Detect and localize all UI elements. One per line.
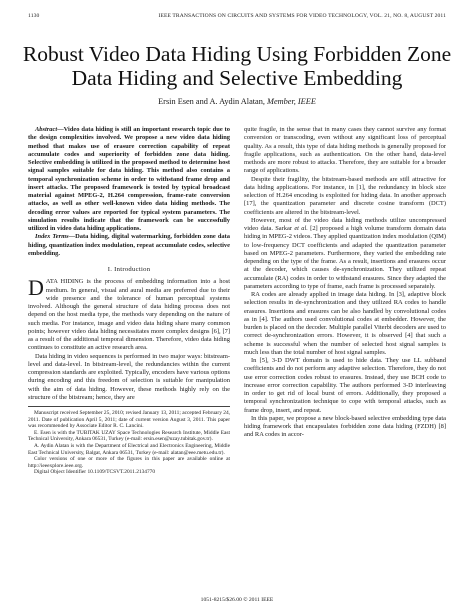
title-line-2: Data Hiding and Selective Embedding [71,66,403,90]
section-heading: I. Introduction [107,266,151,273]
right-column [244,126,446,440]
abstract-text: —Video data hiding is still an important research topic due to the design complexities involved. We propose a new video data hiding method that makes use of erasure correction capability of repeat accumulate codes and superiority of forbidden zone data hiding. Selective embedding is utilized in the proposed method to determine host signal samples suitable for data hiding. This method also contains a temporal synchronization scheme in order to withstand frame drop and insert attacks. The proposed framework is tested by typical broadcast material against MPEG-2, H.264 compression, frame-rate conversion attacks, as well as other well-known video data hiding methods. The decoding error values are reported for typical system parameters. The simulation results indicate that the framework can be successfully utilized in video data hiding applications. [28,126,230,232]
right-paragraph-2: Despite their fragility, the bitstream-based methods are still attractive for data hiding applications. For instance, in [1], the redundancy in block size selection of H.264 encoding is exploited for hiding data. In another approach [17], the quantization parameter and discrete cosine transform (DCT) coefficients are altered in the bitstream-level. [244,175,446,216]
author-membership: Member, IEEE [267,97,316,106]
intro-paragraph-1 [28,275,230,352]
index-terms [28,233,230,258]
author-names: Ersin Esen and A. Aydin Alatan, [158,97,265,106]
page-number: 1130 [28,13,40,19]
right-paragraph-1: quite fragile, in the sense that in many cases they cannot survive any format conversion or transcoding, even without any significant loss of perceptual quality. As a result, this type of data hiding methods is generally proposed for fragile applications, such as authentication. On the other hand, data-level methods are more robust to attacks. Therefore, they are suitable for a broader range of applications. [244,126,446,175]
right-paragraph-3 [244,217,446,291]
footnote-doi: Digital Object Identifier 10.1109/TCSVT.2011.2134770 [34,469,156,476]
intro-p1-text: ATA HIDING is the process of embedding information into a host medium. In general, visual and aural media are preferred due to their wide presence and the tolerance of human perceptual systems involved. Although the general structure of data hiding process does not depend on the host media type, the methods vary depending on the nature of such media. For instance, image and video data hiding share many common points; however video data hiding necessitates more complex designs [6], [7] as a result of the additional temporal dimension. Therefore, video data hiding continues to constitute an active research area. [28,278,230,352]
index-terms-label: Index Terms [35,233,69,241]
left-column [28,126,230,476]
footnote-manuscript: Manuscript received September 25, 2010; revised January 13, 2011; accepted February 24, 2011. Date of publication April 5, 2011; date of current version August 3, 2011. This paper was recommended by Associate Editor R. C. Lancini. [28,410,230,430]
paper-title [20,42,454,90]
right-paragraph-6: In this paper, we propose a new block-based selective embedding type data hiding framework that encapsulates forbidden zone data hiding (FZDH) [8] and RA codes in accor- [244,414,446,439]
footnote-author-1: E. Esen is with the TUBITAK UZAY Space Technologies Research Institute, Middle East Technical University, Ankara 06531, Turkey (e-mail: ersin.esen@uzay.tubitak.gov.tr). [28,429,230,443]
title-line-1: Robust Video Data Hiding Using Forbidden Zone [22,42,452,66]
abstract-label: Abstract [35,126,58,133]
footnote-author-2: A. Aydin Alatan is with the Department of Electrical and Electronics Engineering, Middle East Technical University, Balgat, Ankara 06531, Turkey (e-mail: alatan@eee.metu.edu.tr). [28,442,230,456]
p3-et-al: et al. [294,225,308,232]
right-paragraph-4: RA codes are already applied in image data hiding. In [3], adaptive block selection results in de-synchronization and they utilized RA codes to handle erasures. Insertions and erasures can be also handled by convolutional codes as in [4]. The authors used convolutional codes at embedder. However, the burden is placed on the decoder. Multiple parallel Viterbi decoders are used to correct de-synchronization errors. However, it is observed [4] that such a scheme is successful when the number of selected host signal samples is much less than the total number of host signal samples. [244,291,446,356]
abstract [28,126,230,233]
p3-part-b: [2] proposed a high volume transform domain data hiding in MPEG-2 videos. They applied quantization index modulation (QIM) to low-frequency DCT coefficients and adapted the quantization parameter based on MPEG-2 parameters. Furthermore, they varied the embedding rate depending on the type of the frame. As a result, insertions and erasures occur at the decoder, which causes de-synchronization. They utilized repeat accumulate (RA) codes in order to withstand erasures. Since they adapted the parameters according to type of frame, each frame is processed separately. [244,225,447,290]
intro-paragraph-2: Data hiding in video sequences is performed in two major ways: bitstream-level and data-level. In bitstream-level, the redundancies within the current compression standards are exploited. Typically, encoders have various options during encoding and this freedom of selection is suitable for manipulation with the aim of data hiding. However, these methods highly rely on the structure of the bitstream; hence, they are [28,352,230,401]
running-header [28,13,446,23]
p3-part-a: However, most of the video data hiding methods utilize uncompressed video data. Sarkar [244,216,446,232]
drop-cap: D [28,275,44,301]
copyright-footer: 1051-8215/$26.00 © 2011 IEEE [200,597,274,603]
author-line [20,97,454,106]
index-terms-text: —Data hiding, digital watermarking, forbidden zone data hiding, quantization index modulation, repeat accumulate codes, selective embedding. [28,233,230,257]
journal-name: IEEE TRANSACTIONS ON CIRCUITS AND SYSTEMS FOR VIDEO TECHNOLOGY, VOL. 21, NO. 8, AUGUST 2011 [158,13,446,19]
footnote-color: Color versions of one or more of the figures in this paper are available online at http://ieeexplore.ieee.org. [28,456,230,469]
footnotes [28,406,230,476]
right-paragraph-5: In [5], 3-D DWT domain is used to hide data. They use LL subband coefficients and do not perform any adaptive selection. Therefore, they do not use error correction codes robust to erasures. Instead, they use BCH code to increase error correction capability. The authors performed 3-D interleaving in order to get rid of local burst of errors. Additionally, they proposed a temporal synchronization technique to cope with temporal attacks, such as frame drop, insert, and repeat. [244,357,446,414]
